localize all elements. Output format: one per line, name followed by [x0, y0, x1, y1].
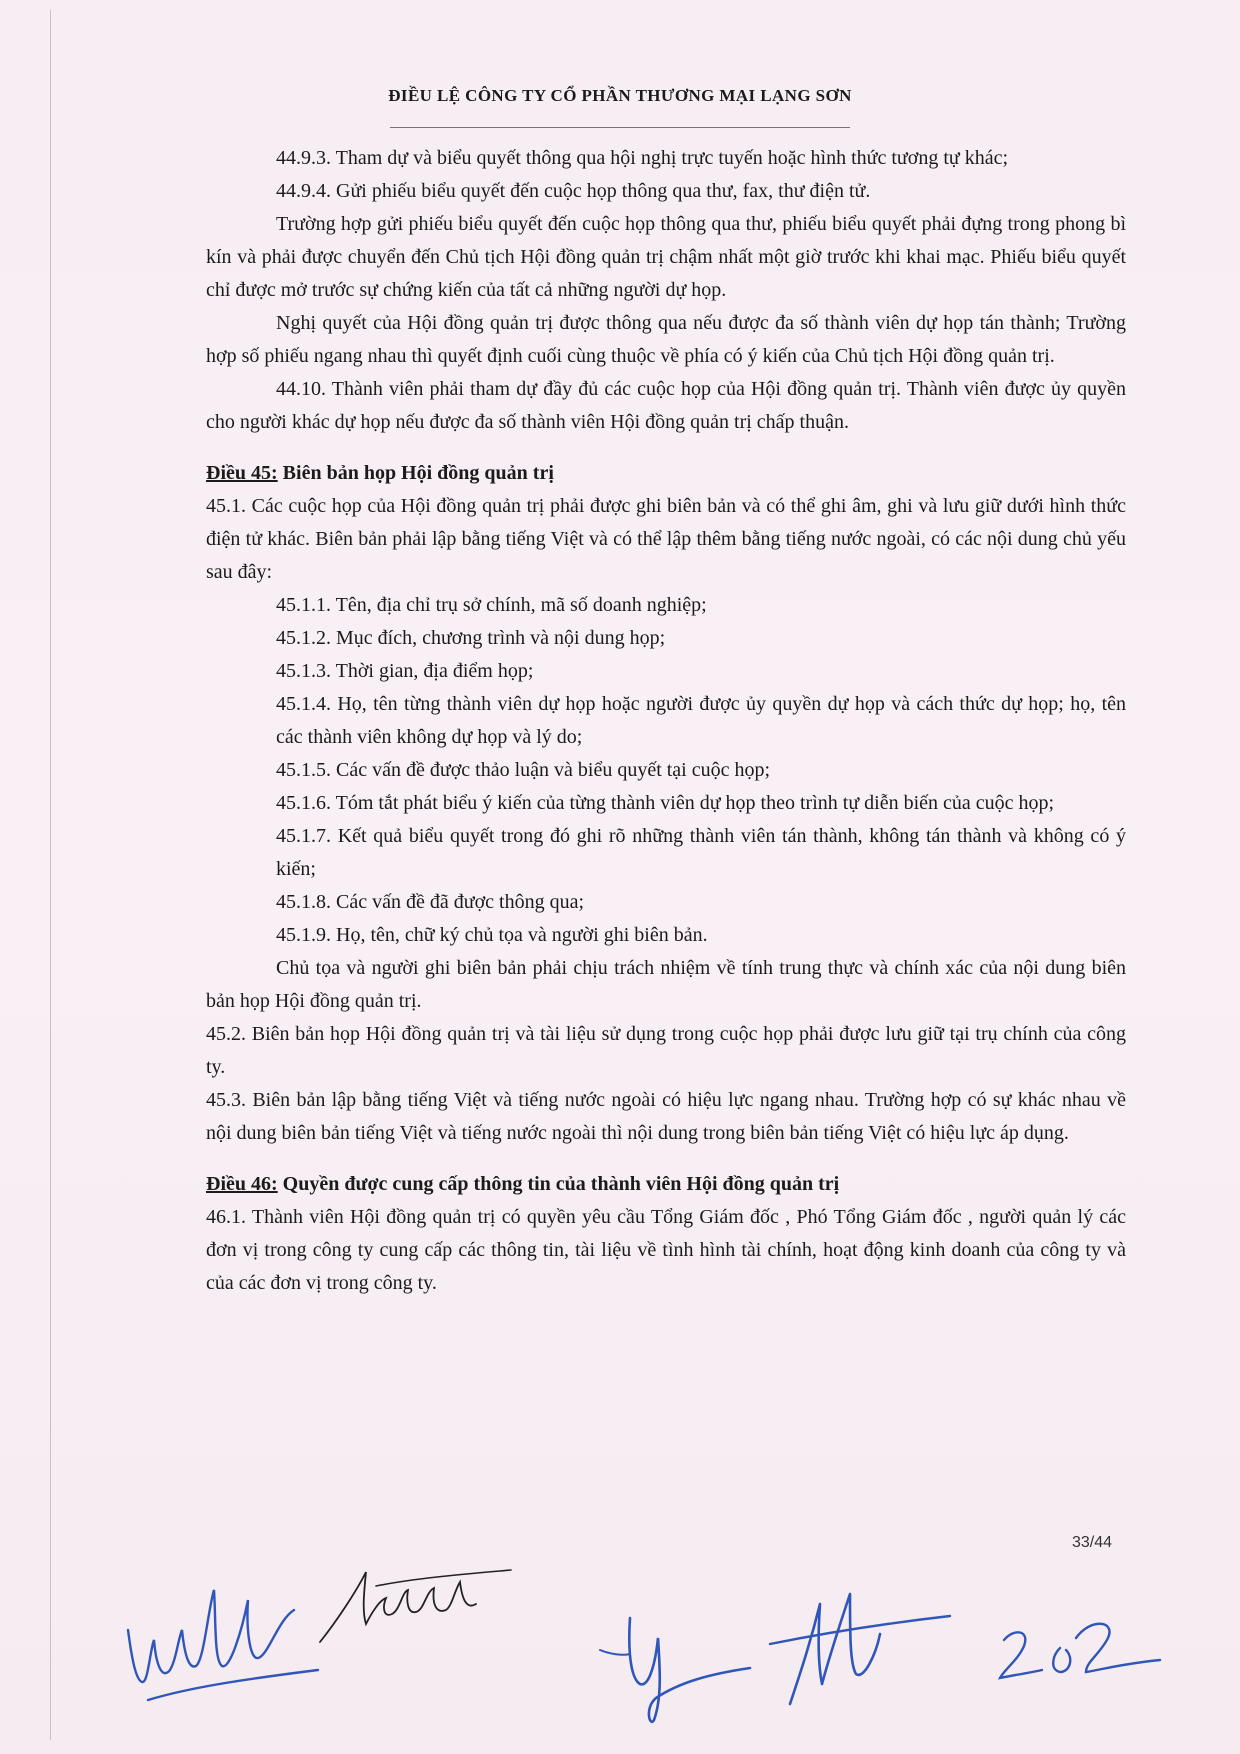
clause-45-1-1: 45.1.1. Tên, địa chỉ trụ sở chính, mã số doanh nghiệp;: [276, 594, 707, 616]
article-46-heading: [206, 1168, 1126, 1201]
article-46-title: Quyền được cung cấp thông tin của thành viên Hội đồng quản trị: [277, 1173, 840, 1195]
article-45-heading: [206, 457, 1126, 490]
clause-46-1: 46.1. Thành viên Hội đồng quản trị có quyền yêu cầu Tổng Giám đốc , Phó Tổng Giám đốc , người quản lý các đơn vị trong công ty cung cấp các thông tin, tài liệu về tình hình tài chính, hoạt động kinh doanh của công ty và của các đơn vị trong công ty.: [206, 1206, 1126, 1294]
document-header: ĐIỀU LỆ CÔNG TY CỔ PHẦN THƯƠNG MẠI LẠNG SƠN: [388, 86, 852, 105]
clause-44-9-4: 44.9.4. Gửi phiếu biểu quyết đến cuộc họp thông qua thư, fax, thư điện tử.: [276, 180, 871, 202]
clause-45-1-4: 45.1.4. Họ, tên từng thành viên dự họp hoặc người được ủy quyền dự họp và cách thức dự họp; họ, tên các thành viên không dự họp và lý do;: [276, 693, 1126, 748]
paragraph-chair-responsibility: Chủ tọa và người ghi biên bản phải chịu trách nhiệm về tính trung thực và chính xác của nội dung biên bản họp Hội đồng quản trị.: [206, 957, 1126, 1012]
header-underline: [390, 127, 850, 128]
clause-45-1-6: 45.1.6. Tóm tắt phát biểu ý kiến của từng thành viên dự họp theo trình tự diễn biến của cuộc họp;: [276, 792, 1055, 814]
clause-45-1-3: 45.1.3. Thời gian, địa điểm họp;: [276, 660, 534, 682]
clause-45-1-7: 45.1.7. Kết quả biểu quyết trong đó ghi rõ những thành viên tán thành, không tán thành và không có ý kiến;: [276, 825, 1126, 880]
signature-4: [760, 1564, 960, 1714]
article-45-number: Điều 45:: [206, 462, 278, 484]
signature-2: [316, 1552, 526, 1662]
clause-45-1-8: 45.1.8. Các vấn đề đã được thông qua;: [276, 891, 585, 913]
clause-44-9-3: 44.9.3. Tham dự và biểu quyết thông qua hội nghị trực tuyến hoặc hình thức tương tự khác;: [276, 147, 1009, 169]
clause-45-2: 45.2. Biên bản họp Hội đồng quản trị và tài liệu sử dụng trong cuộc họp phải được lưu giữ tại trụ chính của công ty.: [206, 1023, 1126, 1078]
clause-45-1-9: 45.1.9. Họ, tên, chữ ký chủ tọa và người ghi biên bản.: [276, 924, 708, 946]
document-body: [206, 142, 1126, 1300]
signature-1: [118, 1570, 318, 1710]
article-46-number: Điều 46:: [206, 1173, 278, 1195]
signature-5: [990, 1600, 1170, 1700]
clause-45-1-2: 45.1.2. Mục đích, chương trình và nội dung họp;: [276, 627, 666, 649]
paragraph-mail-voting: Trường hợp gửi phiếu biểu quyết đến cuộc họp thông qua thư, phiếu biểu quyết phải đựng trong phong bì kín và phải được chuyển đến Chủ tịch Hội đồng quản trị chậm nhất một giờ trước khi khai mạc. Phiếu biểu quyết chỉ được mở trước sự chứng kiến của tất cả những người dự họp.: [206, 213, 1126, 301]
margin-line: [50, 10, 51, 1740]
clause-45-1-5: 45.1.5. Các vấn đề được thảo luận và biểu quyết tại cuộc họp;: [276, 759, 771, 781]
clause-45-3: 45.3. Biên bản lập bằng tiếng Việt và tiếng nước ngoài có hiệu lực ngang nhau. Trường hợp có sự khác nhau về nội dung biên bản tiếng Việt và tiếng nước ngoài thì nội dung trong biên bản tiếng Việt có hiệu lực áp dụng.: [206, 1089, 1126, 1144]
page-number: 33/44: [1072, 1534, 1113, 1551]
clause-44-10: 44.10. Thành viên phải tham dự đầy đủ các cuộc họp của Hội đồng quản trị. Thành viên được ủy quyền cho người khác dự họp nếu được đa số thành viên Hội đồng quản trị chấp thuận.: [206, 378, 1126, 433]
article-45-title: Biên bản họp Hội đồng quản trị: [277, 462, 554, 484]
paragraph-resolution: Nghị quyết của Hội đồng quản trị được thông qua nếu được đa số thành viên dự họp tán thành; Trường hợp số phiếu ngang nhau thì quyết định cuối cùng thuộc về phía có ý kiến của Chủ tịch Hội đồng quản trị.: [206, 312, 1126, 367]
signatures: [0, 1500, 1240, 1754]
clause-45-1: 45.1. Các cuộc họp của Hội đồng quản trị phải được ghi biên bản và có thể ghi âm, ghi và lưu giữ dưới hình thức điện tử khác. Biên bản phải lập bằng tiếng Việt và có thể lập thêm bằng tiếng nước ngoài, có các nội dung chủ yếu sau đây:: [206, 495, 1126, 583]
